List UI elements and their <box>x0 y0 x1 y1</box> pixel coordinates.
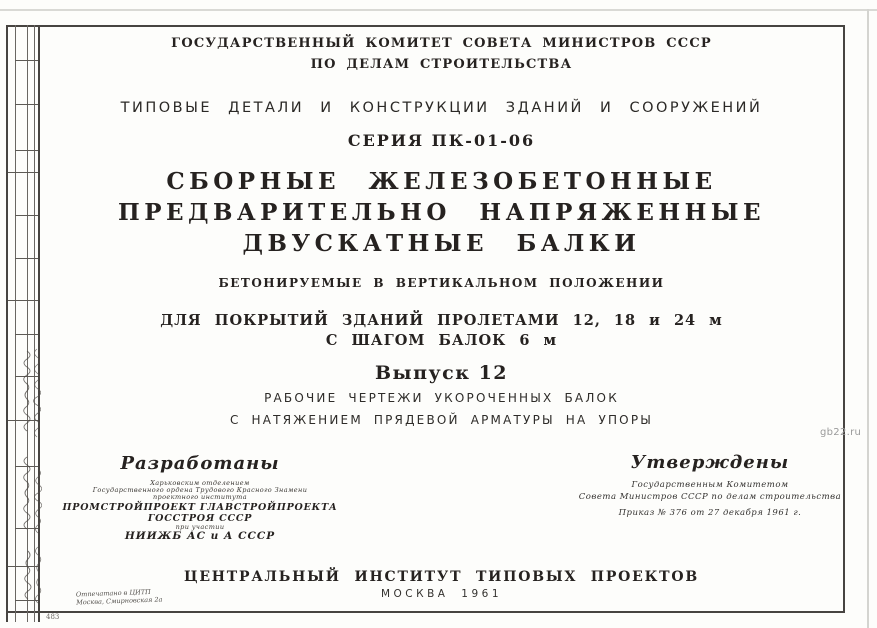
print-note-line1: Отпечатано в ЦИТП <box>75 587 151 599</box>
application-line1: ДЛЯ ПОКРЫТИЙ ЗДАНИЙ ПРОЛЕТАМИ 12, 18 и 24 м <box>160 312 723 329</box>
issue-heading: Выпуск 12 <box>374 362 509 384</box>
stamp-column-divider <box>15 258 38 259</box>
developed-org-line5: ГОССТРОЯ СССР <box>147 513 253 524</box>
stamp-column-divider <box>15 334 38 335</box>
print-note <box>76 587 163 606</box>
stamp-column-divider <box>8 172 38 173</box>
main-title-line2: ПРЕДВАРИТЕЛЬНО НАПРЯЖЕННЫЕ <box>117 199 766 226</box>
city-year-line: МОСКВА 1961 <box>380 588 503 600</box>
developed-org-line2: Государственного ордена Трудового Красного Знамени <box>92 486 308 494</box>
publishing-institute-line: ЦЕНТРАЛЬНЫЙ ИНСТИТУТ ТИПОВЫХ ПРОЕКТОВ <box>183 569 700 585</box>
page-number: 483 <box>46 613 60 621</box>
stamp-column-divider <box>15 104 38 105</box>
scan-edge-top <box>0 9 877 11</box>
main-title-line3: ДВУСКАТНЫЕ БАЛКИ <box>242 230 641 257</box>
developed-org-line4: ПРОМСТРОЙПРОЕКТ ГЛАВСТРОЙПРОЕКТА <box>62 502 338 513</box>
committee-name-line2: ПО ДЕЛАМ СТРОИТЕЛЬСТВА <box>310 57 573 72</box>
developed-org-line7: НИИЖБ АС и А СССР <box>124 530 276 542</box>
stamp-column-divider <box>15 150 38 151</box>
scan-edge-right <box>867 9 869 628</box>
stamp-column-divider <box>15 60 38 61</box>
handwriting-scribble <box>27 462 46 534</box>
developed-heading: Разработаны <box>120 453 280 474</box>
developed-org-line3: проектного института <box>152 493 248 501</box>
developed-participation-line: при участии <box>175 523 225 531</box>
approved-heading: Утверждены <box>630 452 790 473</box>
approved-org-line2: Совета Министров СССР по делам строительства <box>578 492 842 502</box>
application-line2: С ШАГОМ БАЛОК 6 м <box>325 332 558 349</box>
main-title-line1: СБОРНЫЕ ЖЕЛЕЗОБЕТОННЫЕ <box>166 168 717 195</box>
site-watermark: gb22.ru <box>820 427 862 438</box>
approved-org-line1: Государственным Комитетом <box>631 480 789 490</box>
stamp-column-divider <box>8 300 38 301</box>
developed-org-line1: Харьковским отделением <box>150 479 250 487</box>
subtitle-line: БЕТОНИРУЕМЫЕ В ВЕРТИКАЛЬНОМ ПОЛОЖЕНИИ <box>218 276 665 290</box>
standard-details-line: ТИПОВЫЕ ДЕТАЛИ И КОНСТРУКЦИИ ЗДАНИЙ И СООРУЖЕНИЙ <box>120 100 763 116</box>
committee-name-line1: ГОСУДАРСТВЕННЫЙ КОМИТЕТ СОВЕТА МИНИСТРОВ СССР <box>171 36 712 51</box>
issue-line2: С НАТЯЖЕНИЕМ ПРЯДЕВОЙ АРМАТУРЫ НА УПОРЫ <box>229 413 654 427</box>
stamp-column-divider <box>15 215 38 216</box>
approved-order-line: Приказ № 376 от 27 декабря 1961 г. <box>618 508 802 518</box>
series-number-line: СЕРИЯ ПК-01-06 <box>347 131 536 150</box>
print-note-line2: Москва, Смирновская 2а <box>76 595 163 607</box>
issue-line1: РАБОЧИЕ ЧЕРТЕЖИ УКОРОЧЕННЫХ БАЛОК <box>264 391 619 405</box>
stamp-column-vline <box>15 25 16 622</box>
